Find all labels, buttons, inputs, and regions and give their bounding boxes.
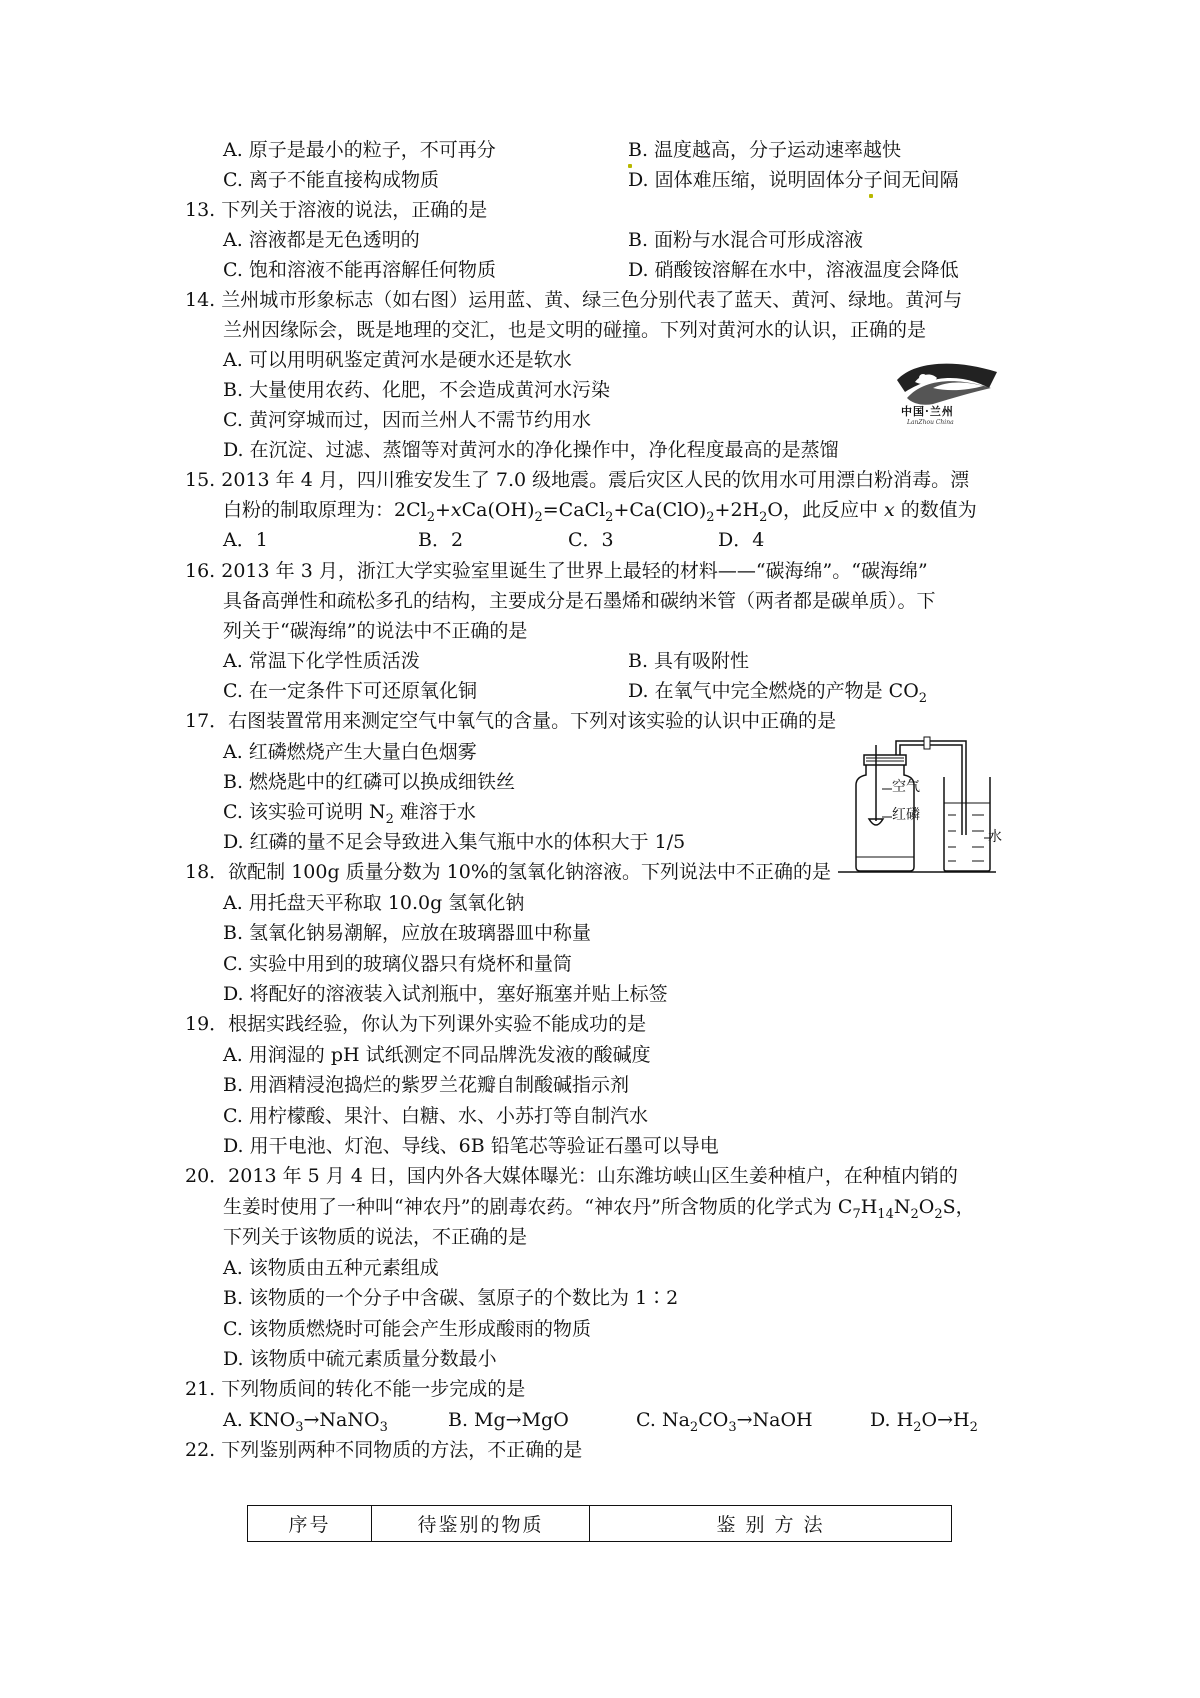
q13-option-c: C. 饱和溶液不能再溶解任何物质 <box>223 259 496 281</box>
q20-option-a: A. 该物质由五种元素组成 <box>223 1257 439 1279</box>
q16-option-d <box>628 676 927 706</box>
table-header-row <box>248 1506 952 1542</box>
q13-option-a: A. 溶液都是无色透明的 <box>223 229 420 251</box>
subscript: 2 <box>689 1419 699 1435</box>
q16-option-d-text: D. 在氧气中完全燃烧的产物是 CO <box>628 680 919 702</box>
formula-part: →NaOH <box>736 1409 813 1431</box>
q17-option-c-text: C. 该实验可说明 N <box>223 801 386 823</box>
marker-dot <box>869 194 873 198</box>
subscript: 3 <box>295 1419 304 1435</box>
q17-option-c <box>223 797 476 827</box>
formula-part: O <box>918 1196 935 1218</box>
lanzhou-logo-text: 中国·兰州 <box>901 405 954 418</box>
q14-stem-line2: 兰州因缘际会，既是地理的交汇，也是文明的碰撞。下列对黄河水的认识，正确的是 <box>223 319 927 341</box>
q17-option-d: D. 红磷的量不足会导致进入集气瓶中水的体积大于 1/5 <box>223 831 686 853</box>
q19-stem: 19．根据实践经验，你认为下列课外实验不能成功的是 <box>185 1013 647 1035</box>
q21-option-d <box>870 1405 978 1435</box>
table-header-cell: 待鉴别的物质 <box>372 1506 590 1542</box>
q15-option-d: D．4 <box>718 529 765 551</box>
subscript: 2 <box>706 509 715 525</box>
subscript: 2 <box>759 509 768 525</box>
q15-stem-line1: 15. 2013 年 4 月，四川雅安发生了 7.0 级地震。震后灾区人民的饮用水可用漂白粉消毒。漂 <box>185 469 970 491</box>
q19-option-d: D. 用干电池、灯泡、导线、6B 铅笔芯等验证石墨可以导电 <box>223 1135 719 1157</box>
q14-option-d: D. 在沉淀、过滤、蒸馏等对黄河水的净化操作中，净化程度最高的是蒸馏 <box>223 439 839 461</box>
q18-option-d: D. 将配好的溶液装入试剂瓶中，塞好瓶塞并贴上标签 <box>223 983 668 1005</box>
q13-option-b: B. 面粉与水混合可形成溶液 <box>628 229 864 251</box>
subscript: 14 <box>877 1206 894 1222</box>
subscript: 2 <box>426 509 435 525</box>
label-air: 空气 <box>892 779 920 795</box>
q15-text: O，此反应中 <box>767 499 878 521</box>
q14-stem-line1: 14. 兰州城市形象标志（如右图）运用蓝、黄、绿三色分别代表了蓝天、黄河、绿地。黄河与 <box>185 289 963 311</box>
q20-option-b: B. 该物质的一个分子中含碳、氢原子的个数比为 1∶2 <box>223 1287 679 1309</box>
q13-stem: 13. 下列关于溶液的说法，正确的是 <box>185 199 488 221</box>
q16-stem-line2: 具备高弹性和疏松多孔的结构，主要成分是石墨烯和碳纳米管（两者都是碳单质）。下 <box>223 590 936 612</box>
q19-option-c: C. 用柠檬酸、果汁、白糖、水、小苏打等自制汽水 <box>223 1105 648 1127</box>
formula-part: CO <box>698 1409 729 1431</box>
q15-option-c: C．3 <box>568 529 614 551</box>
q18-stem: 18．欲配制 100g 质量分数为 10%的氢氧化钠溶液。下列说法中不正确的是 <box>185 861 831 883</box>
q21-option-a <box>223 1405 388 1435</box>
variable-x: x <box>450 499 462 521</box>
q14-option-c: C. 黄河穿城而过，因而兰州人不需节约用水 <box>223 409 591 431</box>
q15-stem-line2 <box>223 495 977 525</box>
formula-part: A. KNO <box>223 1409 296 1431</box>
q22-table <box>247 1505 952 1542</box>
q20-stem-line2 <box>223 1192 975 1222</box>
formula-part: S， <box>942 1196 975 1218</box>
formula-part: →NaNO <box>303 1409 380 1431</box>
q15-text: =CaCl <box>542 499 606 521</box>
q20-stem-line1: 20．2013 年 5 月 4 日，国内外各大媒体曝光：山东潍坊峡山区生姜种植户，在种植内销的 <box>185 1165 958 1187</box>
q12-option-a: A. 原子是最小的粒子，不可再分 <box>223 139 496 161</box>
q16-option-c: C. 在一定条件下可还原氧化铜 <box>223 680 477 702</box>
q20-option-c: C. 该物质燃烧时可能会产生形成酸雨的物质 <box>223 1318 591 1340</box>
q16-option-b: B. 具有吸附性 <box>628 650 750 672</box>
label-water: 水 <box>988 829 1002 845</box>
formula-part: C. Na <box>636 1409 690 1431</box>
subscript: 3 <box>728 1419 737 1435</box>
q18-option-b: B. 氢氧化钠易潮解，应放在玻璃器皿中称量 <box>223 922 592 944</box>
q19-option-a: A. 用润湿的 pH 试纸测定不同品牌洗发液的酸碱度 <box>223 1044 651 1066</box>
q15-option-b: B．2 <box>418 529 464 551</box>
q15-text: + <box>435 499 451 521</box>
formula-part: O→H <box>921 1409 970 1431</box>
q16-option-a: A. 常温下化学性质活泼 <box>223 650 420 672</box>
q13-option-d: D. 硝酸铵溶解在水中，溶液温度会降低 <box>628 259 959 281</box>
subscript: 2 <box>605 509 614 525</box>
q20-option-d: D. 该物质中硫元素质量分数最小 <box>223 1348 497 1370</box>
q18-option-c: C. 实验中用到的玻璃仪器只有烧杯和量筒 <box>223 953 572 975</box>
q15-text: +Ca(ClO) <box>613 499 707 521</box>
q15-text: +2H <box>714 499 760 521</box>
q22-stem: 22. 下列鉴别两种不同物质的方法，不正确的是 <box>185 1439 583 1461</box>
q12-option-b: B. 温度越高，分子运动速率越快 <box>628 139 902 161</box>
q15-option-a: A．1 <box>223 529 268 551</box>
q17-option-c-text: 难溶于水 <box>393 801 476 823</box>
subscript: 3 <box>379 1419 388 1435</box>
subscript: 2 <box>969 1419 978 1435</box>
subscript: 2 <box>385 811 394 827</box>
subscript: 2 <box>913 1419 922 1435</box>
q15-text: Ca(OH) <box>461 499 535 521</box>
q12-option-c: C. 离子不能直接构成物质 <box>223 169 439 191</box>
subscript: 2 <box>910 1206 919 1222</box>
q21-stem: 21. 下列物质间的转化不能一步完成的是 <box>185 1378 526 1400</box>
q14-option-a: A. 可以用明矾鉴定黄河水是硬水还是软水 <box>223 349 572 371</box>
q21-option-b: B. Mg→MgO <box>448 1409 569 1431</box>
q17-stem: 17．右图装置常用来测定空气中氧气的含量。下列对该实验的认识中正确的是 <box>185 710 837 732</box>
subscript: 2 <box>918 690 928 706</box>
q20-stem-line3: 下列关于该物质的说法，不正确的是 <box>223 1226 528 1248</box>
lanzhou-logo-subtext: LanZhou China <box>907 419 954 426</box>
table-header-cell: 序号 <box>248 1506 372 1542</box>
variable-x: x <box>884 499 895 521</box>
formula-part: H <box>860 1196 878 1218</box>
lanzhou-logo-image <box>893 358 1001 430</box>
subscript: 7 <box>852 1206 861 1222</box>
q14-option-b: B. 大量使用农药、化肥，不会造成黄河水污染 <box>223 379 611 401</box>
q17-option-a: A. 红磷燃烧产生大量白色烟雾 <box>223 741 477 763</box>
q20-text: 生姜时使用了一种叫“神农丹”的剧毒农药。“神农丹”所含物质的化学式为 C <box>223 1196 853 1218</box>
formula-part: N <box>893 1196 911 1218</box>
q15-text: 的数值为 <box>900 499 977 521</box>
q17-option-b: B. 燃烧匙中的红磷可以换成细铁丝 <box>223 771 516 793</box>
q12-option-d: D. 固体难压缩，说明固体分子间无间隔 <box>628 169 959 191</box>
table-header-cell: 鉴 别 方 法 <box>590 1506 952 1542</box>
subscript: 2 <box>934 1206 943 1222</box>
label-red-phosphorus: 红磷 <box>892 807 920 823</box>
formula-part: D. H <box>870 1409 914 1431</box>
q15-text: 白粉的制取原理为：2Cl <box>223 499 427 521</box>
q19-option-b: B. 用酒精浸泡捣烂的紫罗兰花瓣自制酸碱指示剂 <box>223 1074 630 1096</box>
q18-option-a: A. 用托盘天平称取 10.0g 氢氧化钠 <box>223 892 525 914</box>
q16-stem-line3: 列关于“碳海绵”的说法中不正确的是 <box>223 620 528 642</box>
q16-stem-line1: 16. 2013 年 3 月，浙江大学实验室里诞生了世界上最轻的材料——“碳海绵”。“碳海绵” <box>185 560 928 582</box>
q21-option-c <box>636 1405 813 1435</box>
oxygen-measurement-apparatus-diagram <box>838 735 1002 875</box>
subscript: 2 <box>534 509 543 525</box>
